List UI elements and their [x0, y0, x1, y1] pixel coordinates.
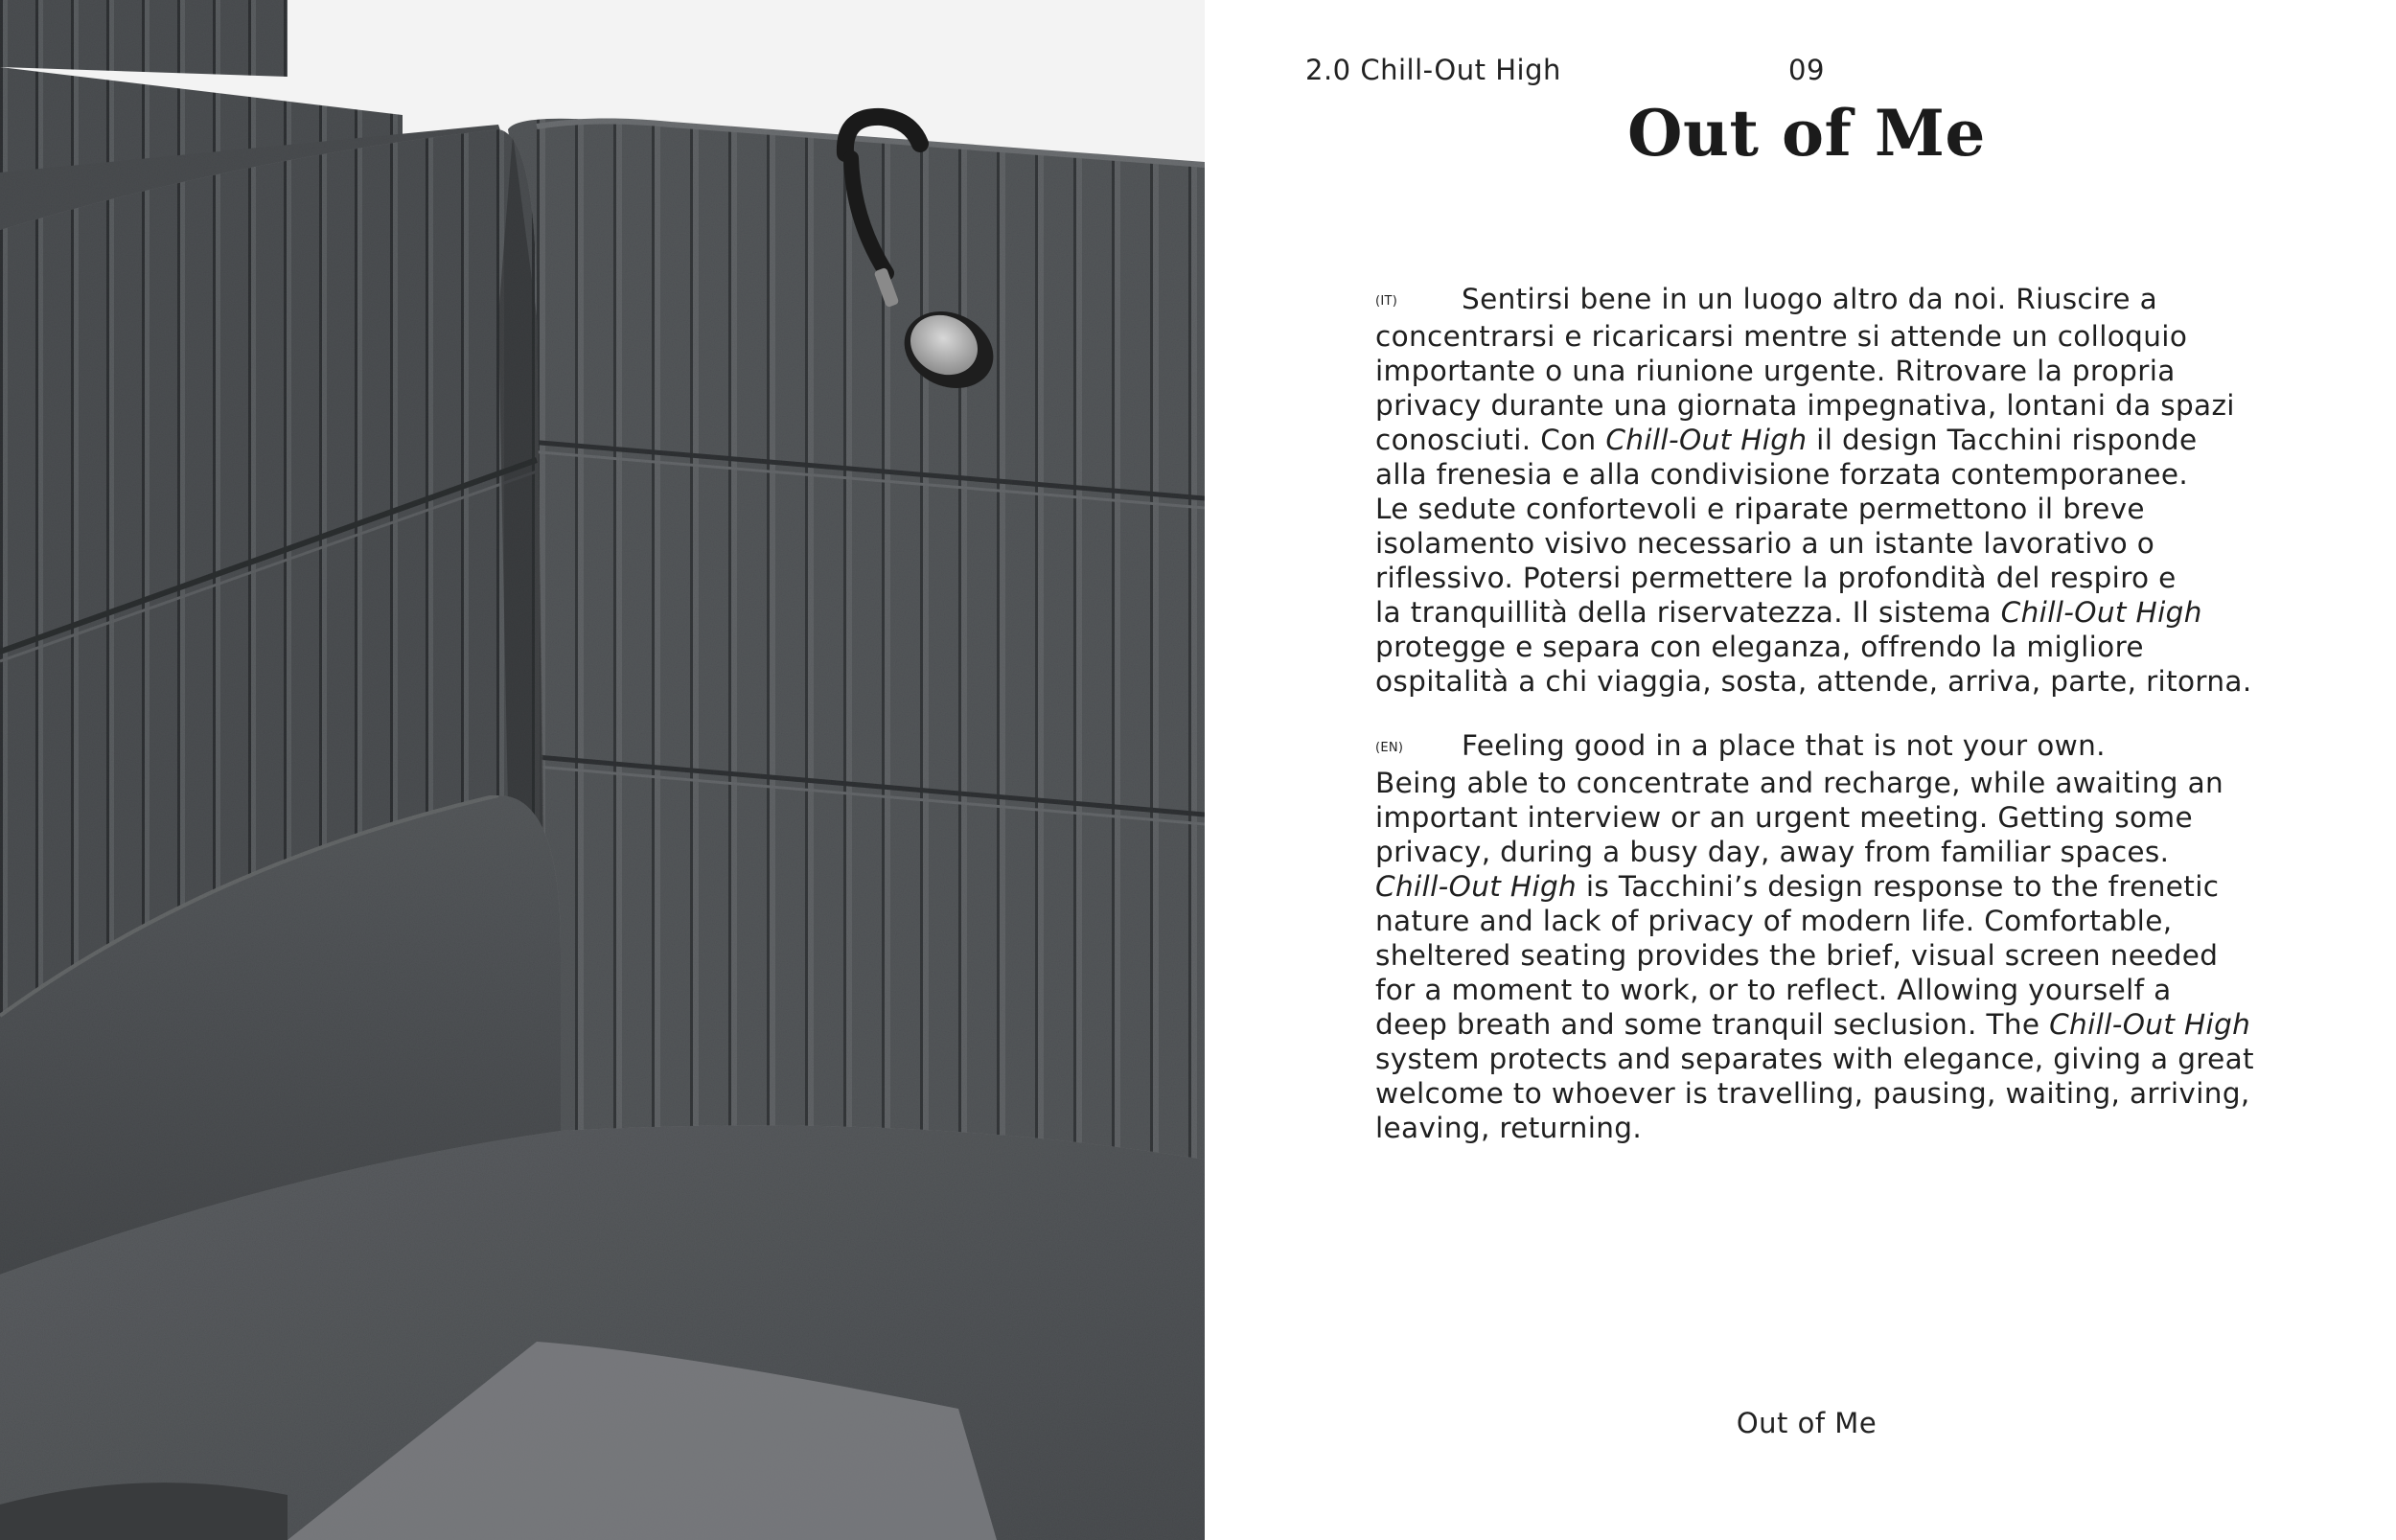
text-segment: conosciuti. Con [1375, 424, 1606, 456]
paragraph-line [1375, 1111, 2238, 1145]
italic-text: Chill-Out High [2000, 596, 2202, 629]
paragraph-line [1375, 973, 2238, 1007]
language-tag: (EN) [1375, 741, 1404, 755]
text-segment: nature and lack of privacy of modern life. Comfortable, [1375, 905, 2173, 937]
text-segment: for a moment to work, or to reflect. Allowing yourself a [1375, 974, 2172, 1006]
text-segment: privacy durante una giornata impegnativa, lontani da spazi [1375, 389, 2235, 422]
text-segment: il design Tacchini risponde [1807, 424, 2198, 456]
text-segment: concentrarsi e ricaricarsi mentre si attende un colloquio [1375, 320, 2188, 353]
paragraph-line [1375, 630, 2238, 664]
text-segment: deep breath and some tranquil seclusion. The [1375, 1008, 2050, 1041]
italian-paragraph [1375, 282, 2252, 699]
italic-text: Chill-Out High [1375, 870, 1578, 903]
text-segment: is Tacchini’s design response to the frenetic [1577, 870, 2220, 903]
paragraph-line [1375, 492, 2238, 526]
running-footer-title: Out of Me [1736, 1407, 1878, 1439]
text-segment: leaving, returning. [1375, 1112, 1643, 1144]
text-segment: riflessivo. Potersi permettere la profondità del respiro e [1375, 562, 2177, 594]
page-title: Out of Me [1627, 96, 1986, 171]
paragraph-line [1375, 728, 2238, 766]
paragraph-line [1375, 1042, 2254, 1076]
section-label: 2.0 Chill-Out High [1305, 54, 1561, 86]
paragraph-line [1375, 766, 2238, 800]
italic-text: Chill-Out High [1605, 424, 1808, 456]
text-segment: Feeling good in a place that is not your own. [1462, 729, 2106, 762]
text-segment: Sentirsi bene in un luogo altro da noi. Riuscire a [1462, 283, 2158, 315]
paragraph-line [1375, 423, 2238, 457]
paragraph-line [1375, 938, 2238, 973]
italic-text: Chill-Out High [2049, 1008, 2251, 1041]
text-segment: Le sedute confortevoli e riparate permettono il breve [1375, 493, 2145, 525]
text-segment: ospitalità a chi viaggia, sosta, attende, arriva, parte, ritorna. [1375, 665, 2252, 698]
text-segment: privacy, during a busy day, away from familiar spaces. [1375, 836, 2170, 868]
text-segment: importante o una riunione urgente. Ritrovare la propria [1375, 355, 2176, 387]
text-segment: welcome to whoever is travelling, pausing, waiting, arriving, [1375, 1077, 2250, 1110]
paragraph-line [1375, 595, 2238, 630]
text-segment: isolamento visivo necessario a un istante lavorativo o [1375, 527, 2155, 560]
paragraph-line [1375, 526, 2238, 561]
text-segment: Being able to concentrate and recharge, while awaiting an [1375, 767, 2224, 799]
page-number: 09 [1788, 54, 1825, 86]
text-segment: protegge e separa con eleganza, offrendo la migliore [1375, 631, 2144, 663]
english-paragraph [1375, 728, 2254, 1145]
paragraph-line [1375, 457, 2238, 492]
paragraph-line [1375, 800, 2238, 835]
language-tag: (IT) [1375, 294, 1398, 309]
paragraph-line [1375, 835, 2238, 869]
paragraph-line [1375, 869, 2238, 904]
paragraph-line [1375, 319, 2238, 354]
paragraph-line [1375, 1076, 2250, 1111]
text-segment: la tranquillità della riservatezza. Il sistema [1375, 596, 2001, 629]
text-segment: important interview or an urgent meeting. Getting some [1375, 801, 2194, 834]
paragraph-line [1375, 904, 2238, 938]
paragraph-line [1375, 561, 2238, 595]
paragraph-line [1375, 388, 2238, 423]
text-segment: sheltered seating provides the brief, visual screen needed [1375, 939, 2219, 972]
paragraph-line [1375, 282, 2238, 319]
paragraph-line [1375, 1007, 2251, 1042]
paragraph-line [1375, 354, 2238, 388]
text-segment: system protects and separates with elegance, giving a great [1375, 1043, 2254, 1075]
text-segment: alla frenesia e alla condivisione forzata contemporanee. [1375, 458, 2189, 491]
paragraph-line [1375, 664, 2252, 699]
